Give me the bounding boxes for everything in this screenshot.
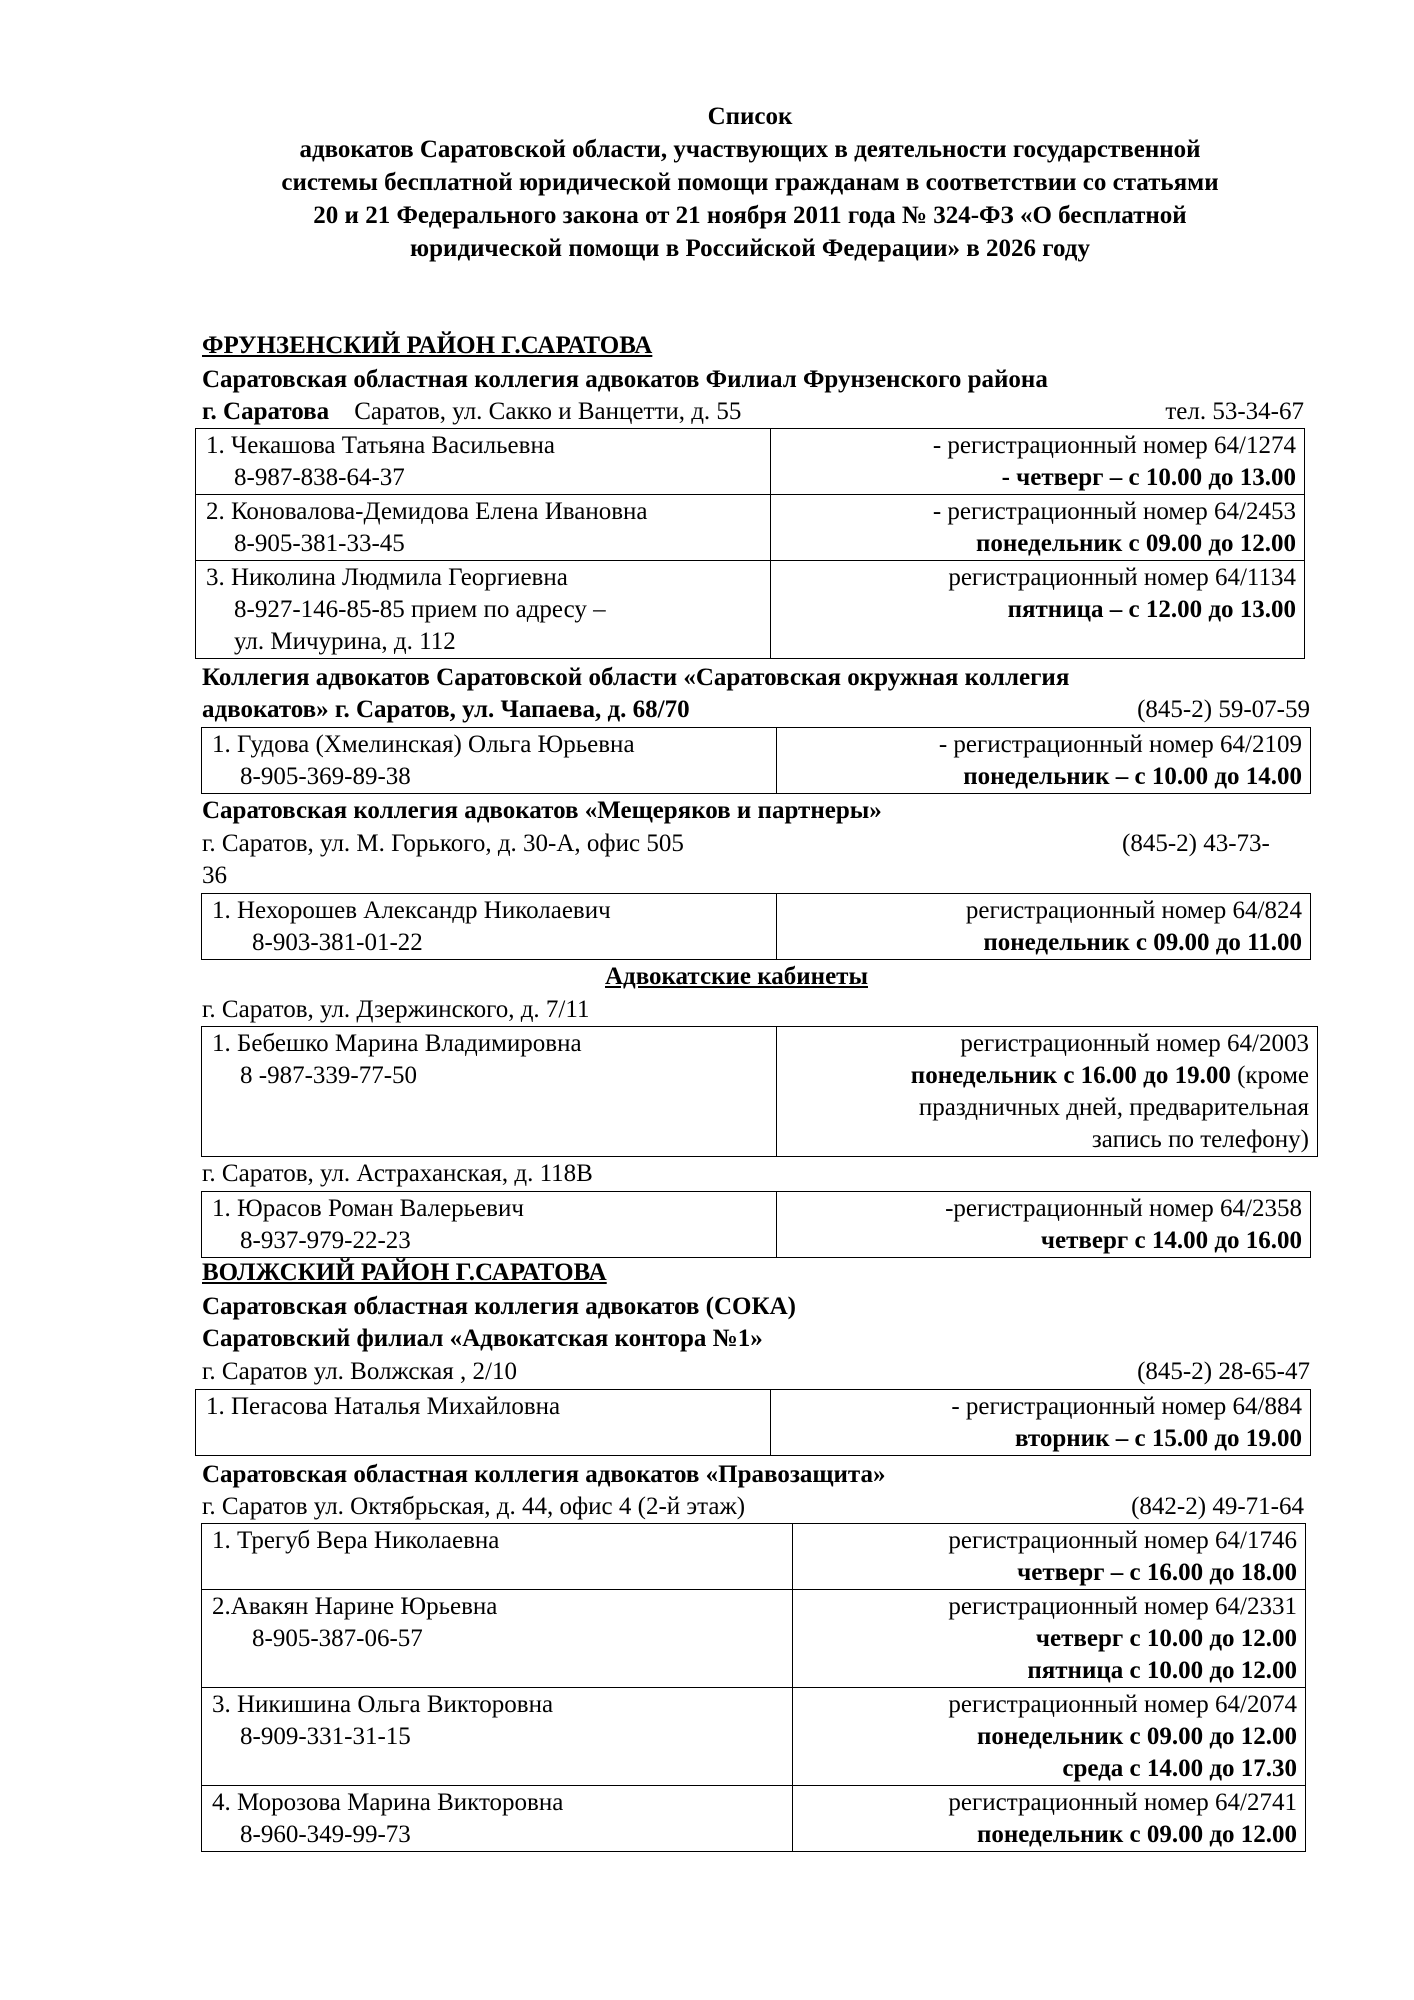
schedule-cell bbox=[771, 561, 1305, 659]
schedule-note: (кроме bbox=[1230, 1062, 1309, 1089]
org-phone: (845-2) 43-73- bbox=[1122, 830, 1270, 857]
lawyer-name: 1. Трегуб Вера Николаевна bbox=[212, 1527, 500, 1554]
title-line: 20 и 21 Федерального закона от 21 ноября 2011 года № 324-ФЗ «О бесплатной bbox=[313, 202, 1187, 229]
reg-number: - регистрационный номер 64/884 bbox=[951, 1393, 1302, 1420]
lawyer-name: 1. Нехорошев Александр Николаевич bbox=[212, 897, 611, 924]
lawyer-cell bbox=[202, 894, 777, 960]
table-row bbox=[202, 728, 1311, 794]
schedule-cell bbox=[793, 1786, 1306, 1852]
table-row bbox=[202, 1688, 1306, 1786]
schedule-note: запись по телефону) bbox=[1091, 1126, 1309, 1153]
schedule-cell bbox=[777, 728, 1311, 794]
lawyer-cell bbox=[196, 1390, 771, 1456]
reg-number: - регистрационный номер 64/2109 bbox=[938, 731, 1302, 758]
schedule bbox=[787, 1060, 1309, 1092]
schedule-cell bbox=[777, 894, 1311, 960]
district-heading: ВОЛЖСКИЙ РАЙОН Г.САРАТОВА bbox=[202, 1259, 607, 1286]
schedule: понедельник с 09.00 до 11.00 bbox=[983, 929, 1302, 956]
table-row bbox=[196, 429, 1305, 495]
title-line: Список bbox=[707, 103, 793, 130]
schedule: пятница с 10.00 до 12.00 bbox=[1027, 1657, 1297, 1684]
lawyer-cell bbox=[196, 495, 771, 561]
reg-number: регистрационный номер 64/2331 bbox=[948, 1593, 1297, 1620]
reg-number: регистрационный номер 64/1746 bbox=[948, 1527, 1297, 1554]
schedule: понедельник – с 10.00 до 14.00 bbox=[963, 763, 1302, 790]
lawyers-table bbox=[201, 1523, 1306, 1852]
table-row bbox=[202, 1590, 1306, 1688]
table-row bbox=[202, 1192, 1311, 1258]
table-row bbox=[202, 894, 1311, 960]
section-heading: Адвокатские кабинеты bbox=[605, 963, 868, 990]
schedule-days: понедельник с 16.00 до 19.00 bbox=[910, 1062, 1231, 1089]
reg-number: регистрационный номер 64/2003 bbox=[960, 1030, 1309, 1057]
lawyer-phone: 8-927-146-85-85 прием по адресу – bbox=[234, 596, 606, 623]
lawyer-cell bbox=[202, 1688, 793, 1786]
org-name: Саратовская областная коллегия адвокатов (СОКА) bbox=[202, 1293, 796, 1320]
org-phone: (845-2) 28-65-47 bbox=[1137, 1358, 1310, 1385]
lawyer-phone: 8-905-369-89-38 bbox=[240, 763, 411, 790]
lawyer-name: 2.Авакян Нарине Юрьевна bbox=[212, 1593, 498, 1620]
lawyer-phone: 8-960-349-99-73 bbox=[240, 1821, 411, 1848]
district-heading: ФРУНЗЕНСКИЙ РАЙОН Г.САРАТОВА bbox=[202, 332, 653, 359]
lawyer-phone: 8-909-331-31-15 bbox=[240, 1723, 411, 1750]
cabinet-address: г. Саратов, ул. Астраханская, д. 118В bbox=[202, 1160, 593, 1187]
schedule: четверг с 14.00 до 16.00 bbox=[1040, 1227, 1302, 1254]
schedule: - четверг – с 10.00 до 13.00 bbox=[1001, 464, 1296, 491]
schedule: четверг – с 16.00 до 18.00 bbox=[1017, 1559, 1297, 1586]
org-phone: тел. 53-34-67 bbox=[1165, 398, 1304, 425]
schedule-cell bbox=[771, 429, 1305, 495]
reg-number: регистрационный номер 64/1134 bbox=[948, 564, 1296, 591]
lawyer-name: 3. Николина Людмила Георгиевна bbox=[206, 564, 568, 591]
schedule: понедельник с 09.00 до 12.00 bbox=[976, 1821, 1297, 1848]
reg-number: регистрационный номер 64/824 bbox=[965, 897, 1302, 924]
org-phone: (842-2) 49-71-64 bbox=[1131, 1493, 1304, 1520]
table-row bbox=[196, 495, 1305, 561]
org-address: г. Саратов ул. Волжская , 2/10 bbox=[202, 1358, 517, 1385]
lawyer-cell bbox=[202, 728, 777, 794]
lawyer-cell bbox=[202, 1027, 777, 1157]
lawyer-cell bbox=[202, 1524, 793, 1590]
lawyer-phone: 8-903-381-01-22 bbox=[252, 929, 423, 956]
schedule-cell bbox=[771, 495, 1305, 561]
lawyer-phone: 8 -987-339-77-50 bbox=[240, 1062, 418, 1089]
schedule-cell bbox=[793, 1590, 1306, 1688]
lawyer-cell bbox=[196, 429, 771, 495]
lawyers-table bbox=[201, 727, 1311, 794]
schedule-cell bbox=[793, 1524, 1306, 1590]
reg-number: регистрационный номер 64/2741 bbox=[948, 1789, 1297, 1816]
document-title bbox=[200, 100, 1300, 265]
org-name: Коллегия адвокатов Саратовской области «Саратовская окружная коллегия bbox=[202, 664, 1070, 691]
lawyer-name: 1. Чекашова Татьяна Васильевна bbox=[206, 432, 555, 459]
lawyer-phone: 8-905-381-33-45 bbox=[234, 530, 405, 557]
title-line: адвокатов Саратовской области, участвующих в деятельности государственной bbox=[299, 136, 1201, 163]
lawyer-cell bbox=[196, 561, 771, 659]
org-address-line bbox=[202, 396, 741, 428]
lawyer-phone: 8-905-387-06-57 bbox=[252, 1625, 423, 1652]
schedule: вторник – с 15.00 до 19.00 bbox=[1015, 1425, 1302, 1452]
lawyer-cell bbox=[202, 1590, 793, 1688]
lawyer-phone: 8-987-838-64-37 bbox=[234, 464, 405, 491]
reg-number: - регистрационный номер 64/1274 bbox=[932, 432, 1296, 459]
org-phone-cont: 36 bbox=[202, 862, 227, 889]
lawyer-cell bbox=[202, 1786, 793, 1852]
lawyers-table bbox=[201, 893, 1311, 960]
lawyer-name: 4. Морозова Марина Викторовна bbox=[212, 1789, 564, 1816]
schedule-cell bbox=[793, 1688, 1306, 1786]
lawyers-table bbox=[195, 428, 1305, 659]
table-row bbox=[196, 1390, 1311, 1456]
org-address: Саратов, ул. Сакко и Ванцетти, д. 55 bbox=[354, 398, 742, 425]
lawyer-name: 1. Юрасов Роман Валерьевич bbox=[212, 1195, 524, 1222]
lawyers-table bbox=[201, 1191, 1311, 1258]
org-name: Саратовская областная коллегия адвокатов Филиал Фрунзенского района bbox=[202, 366, 1048, 393]
reg-number: -регистрационный номер 64/2358 bbox=[945, 1195, 1302, 1222]
lawyer-address: ул. Мичурина, д. 112 bbox=[234, 628, 456, 655]
schedule: четверг с 10.00 до 12.00 bbox=[1035, 1625, 1297, 1652]
table-row bbox=[202, 1027, 1318, 1157]
schedule: среда с 14.00 до 17.30 bbox=[1062, 1755, 1297, 1782]
lawyer-name: 2. Коновалова-Демидова Елена Ивановна bbox=[206, 498, 648, 525]
lawyer-cell bbox=[202, 1192, 777, 1258]
lawyer-name: 1. Пегасова Наталья Михайловна bbox=[206, 1393, 561, 1420]
org-address: г. Саратов ул. Октябрьская, д. 44, офис 4 (2-й этаж) bbox=[202, 1493, 746, 1520]
org-address: г. Саратов, ул. М. Горького, д. 30-А, офис 505 bbox=[202, 830, 684, 857]
table-row bbox=[202, 1524, 1306, 1590]
table-row bbox=[202, 1786, 1306, 1852]
title-line: юридической помощи в Российской Федерации» в 2026 году bbox=[410, 235, 1090, 262]
org-name-cont: адвокатов» г. Саратов, ул. Чапаева, д. 68/70 bbox=[202, 696, 690, 723]
lawyers-table bbox=[201, 1026, 1318, 1157]
schedule-cell bbox=[771, 1390, 1311, 1456]
schedule-note: праздничных дней, предварительная bbox=[918, 1094, 1309, 1121]
schedule: понедельник с 09.00 до 12.00 bbox=[976, 1723, 1297, 1750]
org-name: Саратовская областная коллегия адвокатов «Правозащита» bbox=[202, 1461, 886, 1488]
org-branch: Саратовский филиал «Адвокатская контора №1» bbox=[202, 1325, 763, 1352]
schedule-cell bbox=[777, 1027, 1318, 1157]
org-city: г. Саратова bbox=[202, 398, 330, 425]
lawyer-name: 1. Гудова (Хмелинская) Ольга Юрьевна bbox=[212, 731, 635, 758]
lawyer-name: 3. Никишина Ольга Викторовна bbox=[212, 1691, 554, 1718]
lawyer-phone: 8-937-979-22-23 bbox=[240, 1227, 411, 1254]
schedule: пятница – с 12.00 до 13.00 bbox=[1007, 596, 1296, 623]
lawyers-table bbox=[195, 1389, 1311, 1456]
title-line: системы бесплатной юридической помощи гражданам в соответствии со статьями bbox=[281, 169, 1219, 196]
org-name: Саратовская коллегия адвокатов «Мещеряков и партнеры» bbox=[202, 797, 882, 824]
reg-number: - регистрационный номер 64/2453 bbox=[932, 498, 1296, 525]
cabinet-address: г. Саратов, ул. Дзержинского, д. 7/11 bbox=[202, 996, 590, 1023]
lawyer-name: 1. Бебешко Марина Владимировна bbox=[212, 1030, 582, 1057]
reg-number: регистрационный номер 64/2074 bbox=[948, 1691, 1297, 1718]
org-phone: (845-2) 59-07-59 bbox=[1137, 696, 1310, 723]
schedule-cell bbox=[777, 1192, 1311, 1258]
table-row bbox=[196, 561, 1305, 659]
schedule: понедельник с 09.00 до 12.00 bbox=[975, 530, 1296, 557]
